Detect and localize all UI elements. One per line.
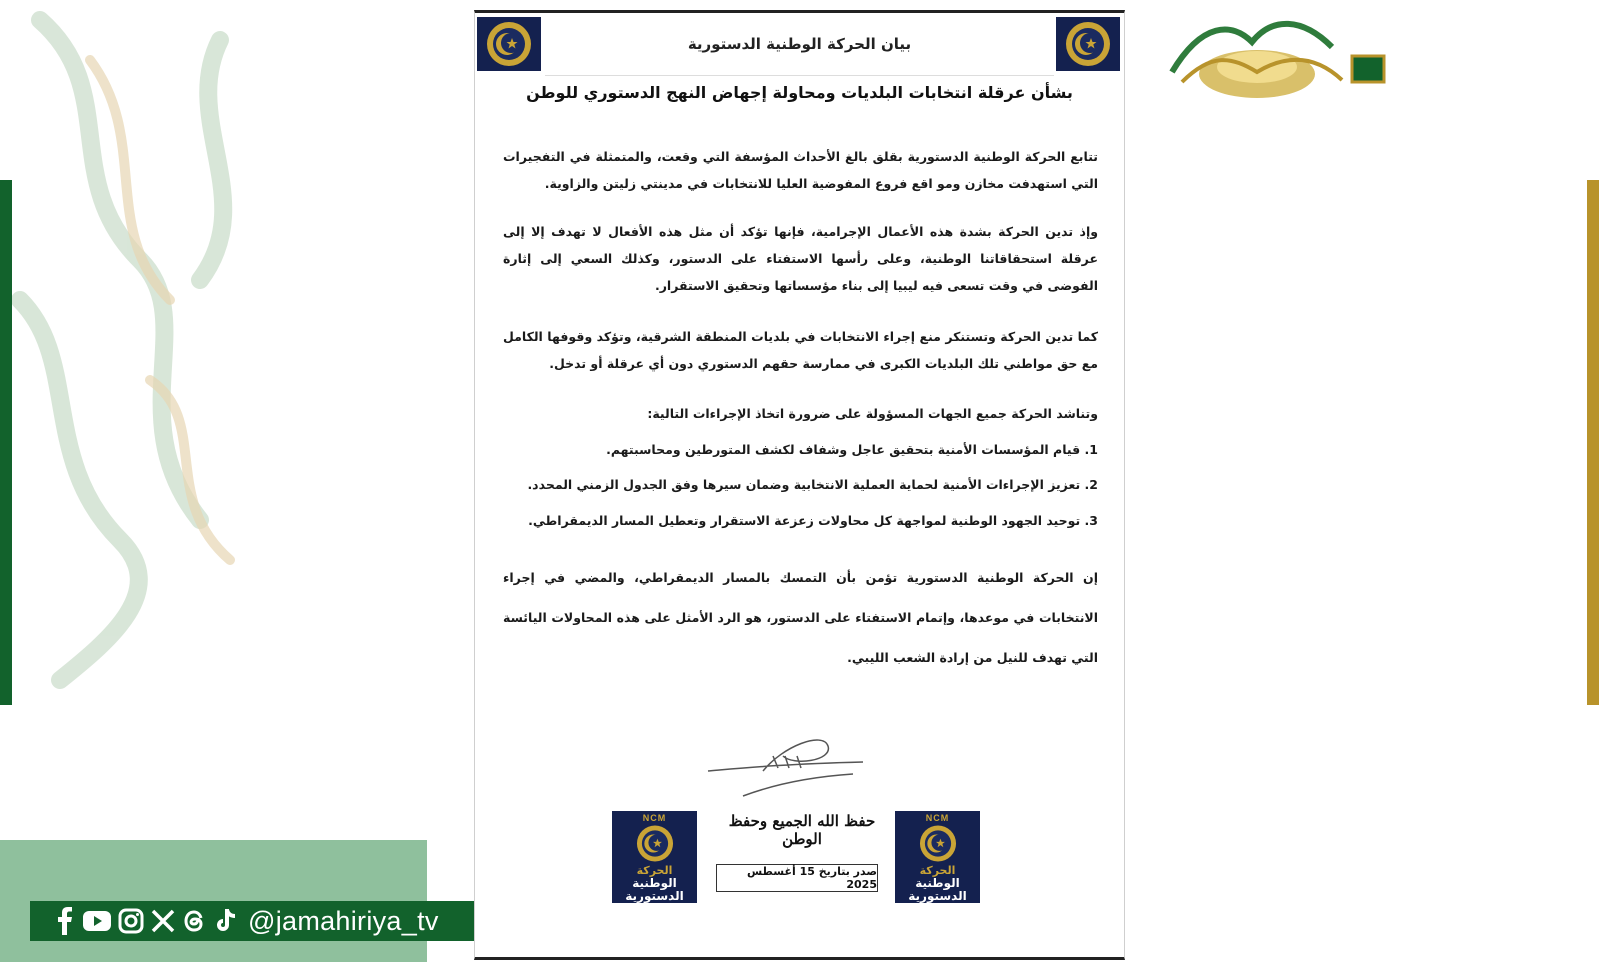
paragraph: تتابع الحركة الوطنية الدستورية بقلق بالغ الأحداث المؤسفة التي وقعت، والمتمثلة في التفجيرات التي استهدفت مخازن ومو اقع فروع المفوضية العليا للانتخابات في مدينتي زليتن والزاوية. <box>503 149 1098 191</box>
statement-document <box>474 10 1125 960</box>
issue-date: صدر بتاريخ 15 أغسطس 2025 <box>716 864 878 892</box>
emblem-right <box>1056 17 1120 71</box>
footer-phrase: حفظ الله الجميع وحفظ الوطن <box>728 812 876 848</box>
signature <box>703 726 883 806</box>
social-handle[interactable]: @jamahiriya_tv <box>248 905 439 936</box>
social-bar <box>30 901 508 941</box>
star-crescent-emblem-icon <box>634 823 676 864</box>
paragraph: وتناشد الحركة جميع الجهات المسؤولة على ضرورة اتخاذ الإجراءات التالية: <box>647 406 1098 421</box>
instagram-icon[interactable] <box>118 908 144 934</box>
star-crescent-emblem-icon <box>1063 19 1113 69</box>
document-header <box>545 13 1054 76</box>
left-accent-bar <box>0 180 12 705</box>
youtube-icon[interactable] <box>82 909 112 933</box>
x-icon[interactable] <box>150 908 176 934</box>
action-item: 1. قيام المؤسسات الأمنية بتحقيق عاجل وشفاف لكشف المتورطين ومحاسبتهم. <box>606 442 1098 457</box>
emblem-left <box>477 17 541 71</box>
star-crescent-emblem-icon <box>917 823 959 864</box>
facebook-icon[interactable] <box>54 907 76 935</box>
paragraph: كما تدين الحركة وتستنكر منع إجراء الانتخابات في بلديات المنطقة الشرقية، وتؤكد وقوفها الكامل مع حق مواطني تلك البلديات الكبرى في ممارسة حقهم الدستوري دون أي عرقلة أو تدخل. <box>503 329 1098 371</box>
action-item: 3. توحيد الجهود الوطنية لمواجهة كل محاولات زعزعة الاستقرار وتعطيل المسار الديمقراطي. <box>528 513 1098 528</box>
calligraphy-decoration <box>0 0 300 700</box>
channel-logo <box>1162 12 1392 102</box>
ncm-logo: NCM الحركة الوطنية الدستورية <box>612 811 697 903</box>
closing-paragraph: إن الحركة الوطنية الدستورية تؤمن بأن التمسك بالمسار الديمقراطي، والمضي في إجراء الانتخابات في موعدها، وإتمام الاستفتاء على الدستور، هو الرد الأمثل على هذه المحاولات اليائسة التي تهدف للنيل من إرادة الشعب الليبي. <box>503 570 1098 665</box>
document-title: بيان الحركة الوطنية الدستورية <box>687 35 912 53</box>
threads-icon[interactable] <box>182 908 208 934</box>
action-item: 2. تعزيز الإجراءات الأمنية لحماية العملية الانتخابية وضمان سيرها وفق الجدول الزمني المحدد. <box>527 477 1098 492</box>
right-accent-bar <box>1587 180 1599 705</box>
tiktok-icon[interactable] <box>214 907 238 935</box>
paragraph: وإذ تدين الحركة بشدة هذه الأعمال الإجرامية، فإنها تؤكد أن مثل هذه الأفعال لا تهدف إلا إلى عرقلة استحقاقاتنا الوطنية، وعلى رأسها الاستفتاء على الدستور، وكذلك السعي إلى إثارة الفوضى في وقت تسعى فيه ليبيا إلى بناء مؤسساتها وتحقيق الاستقرار. <box>503 224 1098 293</box>
document-subtitle: بشأن عرقلة انتخابات البلديات ومحاولة إجهاض النهج الدستوري للوطن <box>526 83 1073 102</box>
star-crescent-emblem-icon <box>484 19 534 69</box>
ncm-logo: NCM الحركة الوطنية الدستورية <box>895 811 980 903</box>
